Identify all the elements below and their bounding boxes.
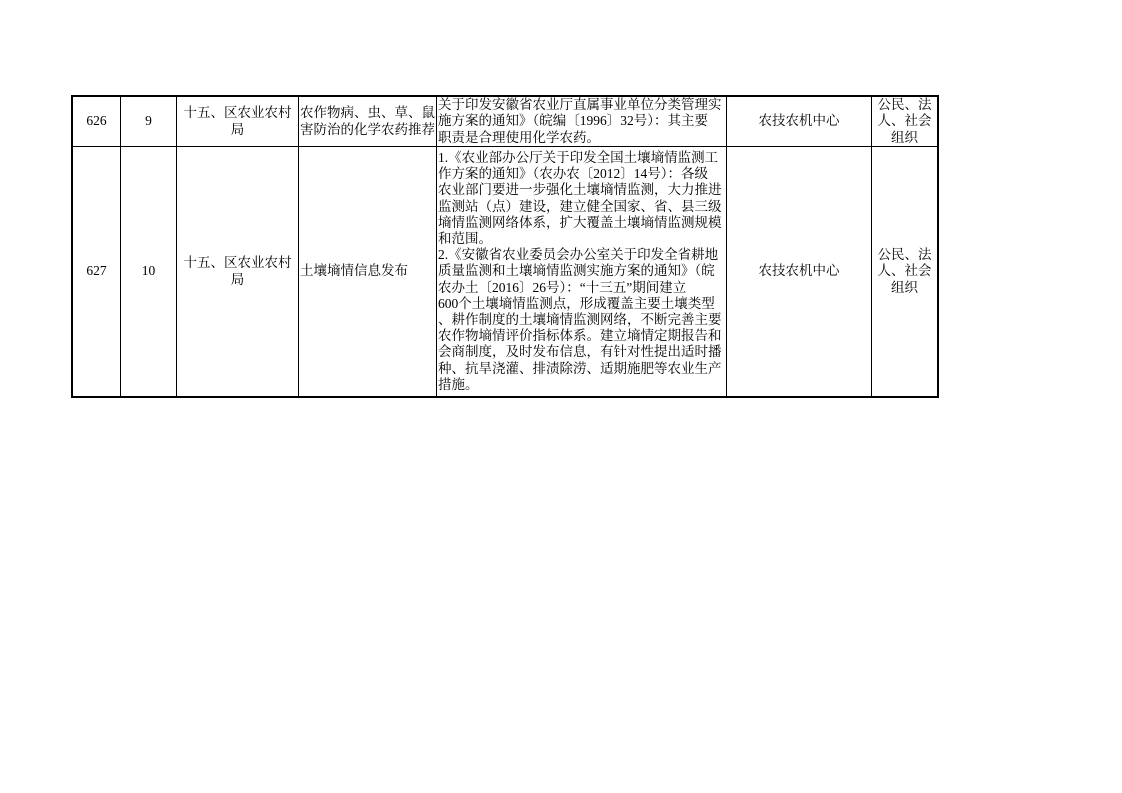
cell-text-line: 质量监测和土壤墒情监测实施方案的通知》（皖 bbox=[438, 263, 715, 279]
cell-serial-number bbox=[73, 97, 120, 146]
cell-legal-basis bbox=[437, 147, 726, 396]
cell-text-line: 种、抗旱浇灌、排渍除涝、适期施肥等农业生产 bbox=[438, 360, 722, 376]
cell-matter-name bbox=[299, 97, 436, 146]
cell-responsible-unit bbox=[727, 97, 871, 146]
cell-text-line: 2.《安徽省农业委员会办公室关于印发全省耕地 bbox=[438, 247, 719, 263]
cell-text-line: 关于印发安徽省农业厅直属事业单位分类管理实 bbox=[438, 97, 722, 113]
cell-text-line: 土壤墒情信息发布 bbox=[300, 263, 408, 279]
cell-matter-name bbox=[299, 147, 436, 396]
cell-text-line: 监测站（点）建设，建立健全国家、省、县三级 bbox=[438, 198, 722, 214]
cell-serial-number bbox=[73, 147, 120, 396]
cell-department bbox=[177, 97, 298, 146]
cell-text-line: 局 bbox=[230, 271, 245, 287]
cell-text-line: 作方案的通知》（农办农〔2012〕14号）：各级 bbox=[438, 166, 708, 182]
cell-text-line: 局 bbox=[230, 121, 245, 137]
cell-text-line: 农作物病、虫、草、鼠 bbox=[300, 105, 435, 121]
cell-text-line: 害防治的化学农药推荐 bbox=[300, 121, 435, 137]
data-table bbox=[71, 95, 939, 398]
cell-text-line: 9 bbox=[145, 113, 152, 129]
cell-text-line: 627 bbox=[86, 263, 107, 279]
cell-item-index bbox=[121, 147, 176, 396]
cell-service-target bbox=[872, 147, 937, 396]
cell-text-line: 人、社会 bbox=[877, 113, 932, 129]
cell-service-target bbox=[872, 97, 937, 146]
cell-text-line: 600个土壤墒情监测点，形成覆盖主要土壤类型 bbox=[438, 295, 715, 311]
cell-text-line: 人、社会 bbox=[877, 263, 932, 279]
cell-department bbox=[177, 147, 298, 396]
cell-text-line: 组织 bbox=[891, 129, 918, 145]
cell-legal-basis bbox=[437, 97, 726, 146]
cell-text-line: 施方案的通知》（皖编〔1996〕32号）：其主要 bbox=[438, 113, 708, 129]
cell-text-line: 公民、法 bbox=[877, 247, 932, 263]
cell-text-line: 墒情监测网络体系，扩大覆盖土壤墒情监测规模 bbox=[438, 214, 722, 230]
cell-text-line: 十五、区农业农村 bbox=[183, 255, 292, 271]
cell-responsible-unit bbox=[727, 147, 871, 396]
cell-text-line: 、耕作制度的土壤墒情监测网络，不断完善主要 bbox=[438, 312, 722, 327]
cell-text-line: 和范围。 bbox=[438, 230, 492, 246]
cell-text-line: 1.《农业部办公厅关于印发全国土壤墒情监测工 bbox=[438, 149, 719, 165]
cell-text-line: 公民、法 bbox=[877, 97, 932, 113]
cell-text-line: 农业部门要进一步强化土壤墒情监测，大力推进 bbox=[438, 182, 722, 198]
cell-text-line: 组织 bbox=[891, 279, 918, 295]
cell-text-line: 职责是合理使用化学农药。 bbox=[438, 129, 600, 145]
cell-text-line: 农技农机中心 bbox=[758, 263, 840, 279]
cell-text-line: 农作物墒情评价指标体系。建立墒情定期报告和 bbox=[438, 328, 722, 344]
cell-text-line: 10 bbox=[141, 263, 156, 279]
cell-text-line: 626 bbox=[86, 113, 107, 129]
cell-text-line: 农技农机中心 bbox=[758, 113, 840, 129]
cell-text-line: 措施。 bbox=[438, 376, 479, 392]
cell-item-index bbox=[121, 97, 176, 146]
cell-text-line: 农办土〔2016〕26号）：“十三五”期间建立 bbox=[438, 279, 687, 295]
cell-text-line: 十五、区农业农村 bbox=[183, 105, 292, 121]
cell-text-line: 会商制度，及时发布信息，有针对性提出适时播 bbox=[438, 344, 722, 360]
